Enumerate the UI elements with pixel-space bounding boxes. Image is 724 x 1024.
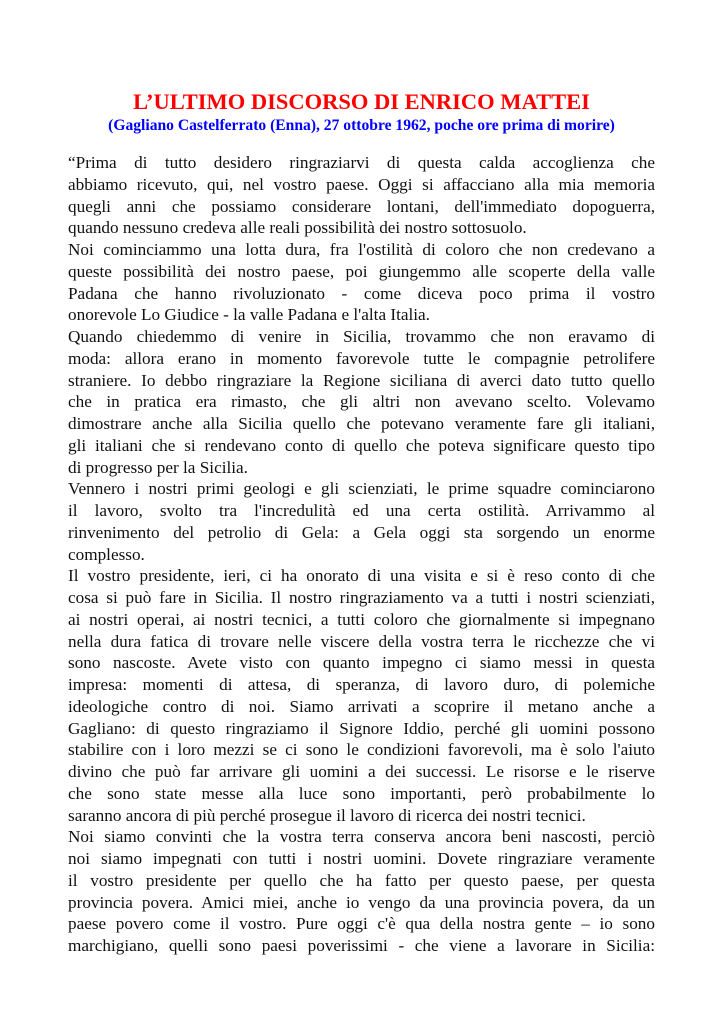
text-line: complesso. [68,544,145,564]
text-line: divino che può far arrivare gli uomini a dei successi. Le risorse e le riserve [68,762,655,781]
text-line: “Prima di tutto desidero ringraziarvi di questa calda accoglienza che [68,153,655,172]
text-line: Il vostro presidente, ieri, ci ha onorato di una visita e si è reso conto di che [68,566,655,586]
text-line: il vostro presidente per quello che ha fatto per questo paese, per questa [68,870,655,890]
text-line: noi siamo impegnati con tutti i nostri uomini. Dovete ringraziare veramente [68,849,655,868]
paragraph [68,239,655,326]
text-line: ai nostri operai, ai nostri tecnici, a tutti coloro che giornalmente si impegnano [68,609,655,629]
text-line: sono nascoste. Avete visto con quanto impegno ci siamo messi in questa [68,653,655,673]
page-title: L’ULTIMO DISCORSO DI ENRICO MATTEI [133,89,590,114]
text-line: abbiamo ricevuto, qui, nel vostro paese. Oggi si affacciano alla mia memoria [68,174,655,194]
text-line: che sono state messe alla luce sono importanti, però probabilmente lo [68,783,655,803]
paragraph [68,326,655,478]
document-body [68,152,655,957]
paragraph [68,152,655,239]
document-page [68,88,655,957]
text-line: saranno ancora di più perché prosegue il lavoro di ricerca dei nostri tecnici. [68,805,586,825]
text-line: rinvenimento del petrolio di Gela: a Gela oggi sta sorgendo un enorme [68,522,655,542]
text-line: di progresso per la Sicilia. [68,457,248,477]
paragraph [68,565,655,826]
paragraph [68,826,655,957]
text-line: provincia povera. Amici miei, anche io vengo da una provincia povera, da un [68,892,655,912]
text-line: cosa si può fare in Sicilia. Il nostro ringraziamento va a tutti i nostri scienziati, [68,588,655,607]
text-line: moda: allora erano in momento favorevole tutte le compagnie petrolifere [68,348,655,368]
text-line: Gagliano: di questo ringraziamo il Signore Iddio, perché gli uomini possono [68,718,655,738]
text-line: stabilire con i loro mezzi se ci sono le condizioni favorevoli, ma è solo l'aiuto [68,740,655,760]
text-line: dimostrare anche alla Sicilia quello che potevano veramente fare gli italiani, [68,414,655,433]
text-line: Padana che hanno rivoluzionato - come diceva poco prima il vostro [68,283,655,303]
text-line: nella dura fatica di trovare nelle viscere della vostra terra le ricchezze che vi [68,631,655,651]
text-line: Vennero i nostri primi geologi e gli scienziati, le prime squadre cominciarono [68,479,655,499]
text-line: Noi cominciammo una lotta dura, fra l'ostilità di coloro che non credevano a [68,240,655,259]
text-line: gli italiani che si rendevano conto di quello che poteva significare questo tipo [68,435,655,455]
text-line: che in pratica era rimasto, che gli altri non avevano scelto. Volevamo [68,392,655,412]
text-line: queste possibilità dei nostro paese, poi giungemmo alle scoperte della valle [68,261,655,281]
text-line: quegli anni che possiamo considerare lontani, dell'immediato dopoguerra, [68,196,655,216]
text-line: Noi siamo convinti che la vostra terra conserva ancora beni nascosti, perciò [68,827,655,847]
text-line: paese povero come il vostro. Pure oggi c'è qua della nostra gente – io sono [68,914,655,934]
page-subtitle: (Gagliano Castelferrato (Enna), 27 ottobre 1962, poche ore prima di morire) [108,117,615,134]
text-line: impresa: momenti di attesa, di speranza, di lavoro duro, di polemiche [68,675,655,694]
text-line: ideologiche contro di noi. Siamo arrivati a scoprire il metano anche a [68,696,655,716]
text-line: onorevole Lo Giudice - la valle Padana e l'alta Italia. [68,305,430,325]
text-line: straniere. Io debbo ringraziare la Regione siciliana di averci dato tutto quello [68,370,655,390]
text-line: Quando chiedemmo di venire in Sicilia, trovammo che non eravamo di [68,327,655,346]
text-line: marchigiano, quelli sono paesi poverissimi - che viene a lavorare in Sicilia: [68,936,655,955]
text-line: quando nessuno credeva alle reali possibilità dei nostro sottosuolo. [68,218,527,238]
text-line: il lavoro, svolto tra l'incredulità ed una certa ostilità. Arrivammo al [68,501,655,520]
paragraph [68,478,655,565]
